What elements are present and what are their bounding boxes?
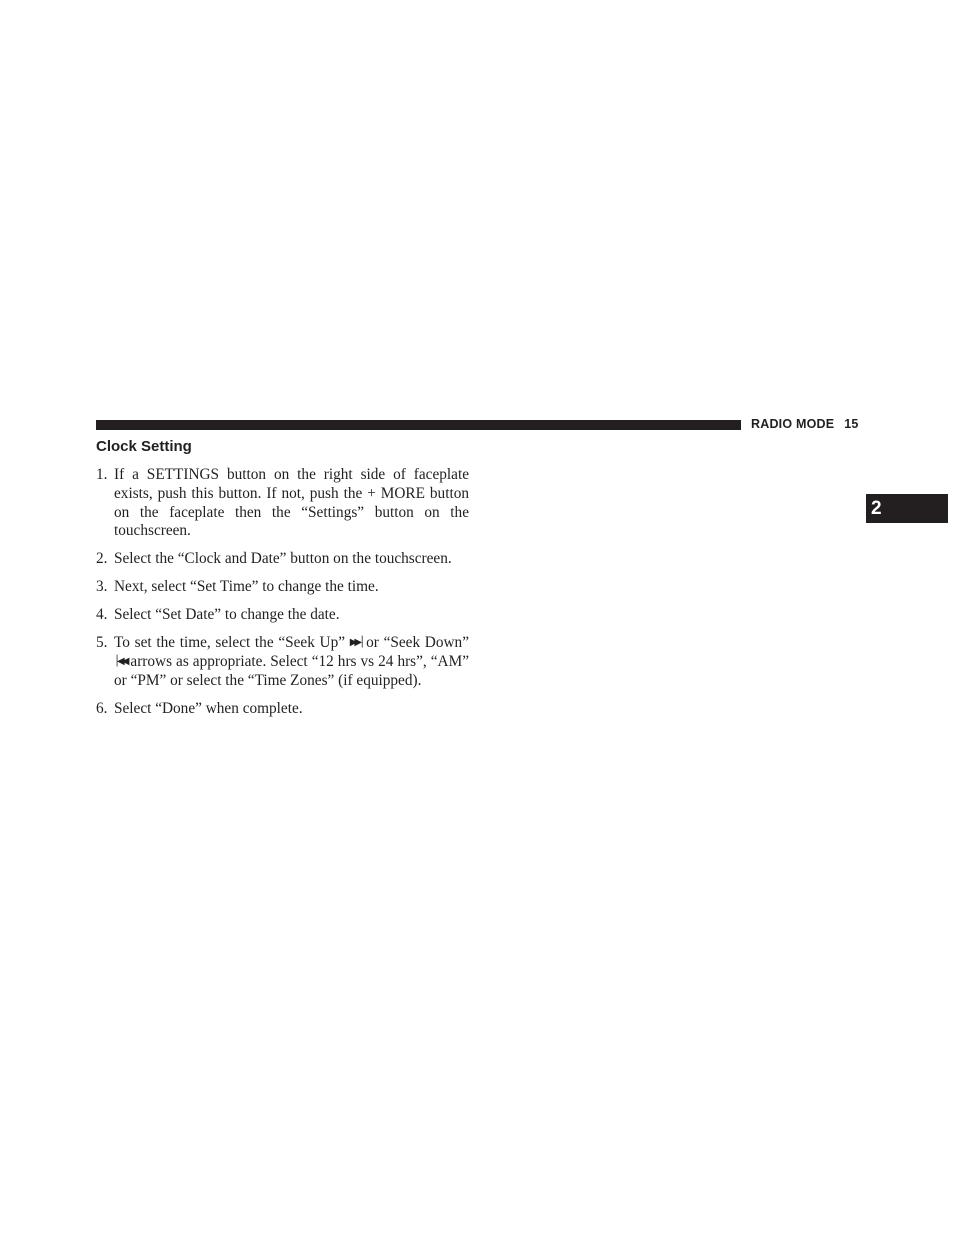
- header-rule: [96, 420, 741, 430]
- list-item: [96, 700, 469, 719]
- section-name: RADIO MODE: [751, 417, 835, 431]
- running-header: [751, 417, 859, 431]
- step-number: 3.: [96, 578, 108, 596]
- section-title: Clock Setting: [96, 438, 192, 455]
- step-text: arrows as appropriate. Select “12 hrs vs 24 hrs”, “AM” or “PM” or select the “Time Zones” (if equipped).: [114, 653, 469, 689]
- list-item: [96, 578, 469, 597]
- chapter-tab: 2: [866, 494, 948, 523]
- list-item: [96, 634, 469, 690]
- step-text: Next, select “Set Time” to change the time.: [114, 578, 379, 596]
- step-number: 5.: [96, 634, 108, 652]
- step-text: To set the time, select the “Seek Up”: [114, 634, 346, 652]
- steps-list: [96, 466, 469, 728]
- seek-down-icon: │◀◀: [114, 656, 127, 668]
- step-text: or “Seek Down”: [366, 634, 469, 652]
- step-number: 1.: [96, 466, 108, 483]
- step-text: If a SETTINGS button on the right side of faceplate exists, push this button. If not, push the + MORE button on the faceplate then the “Settings” button on the touchscreen.: [114, 466, 469, 540]
- list-item: [96, 466, 469, 541]
- seek-up-icon: ▶▶│: [349, 637, 363, 649]
- page-number: 15: [844, 417, 859, 431]
- list-item: [96, 606, 469, 625]
- step-text: Select “Done” when complete.: [114, 699, 303, 717]
- list-item: [96, 550, 469, 569]
- step-text: Select the “Clock and Date” button on the touchscreen.: [114, 550, 452, 568]
- step-text: Select “Set Date” to change the date.: [114, 606, 340, 624]
- step-number: 2.: [96, 550, 108, 568]
- step-number: 6.: [96, 699, 108, 717]
- step-number: 4.: [96, 606, 108, 624]
